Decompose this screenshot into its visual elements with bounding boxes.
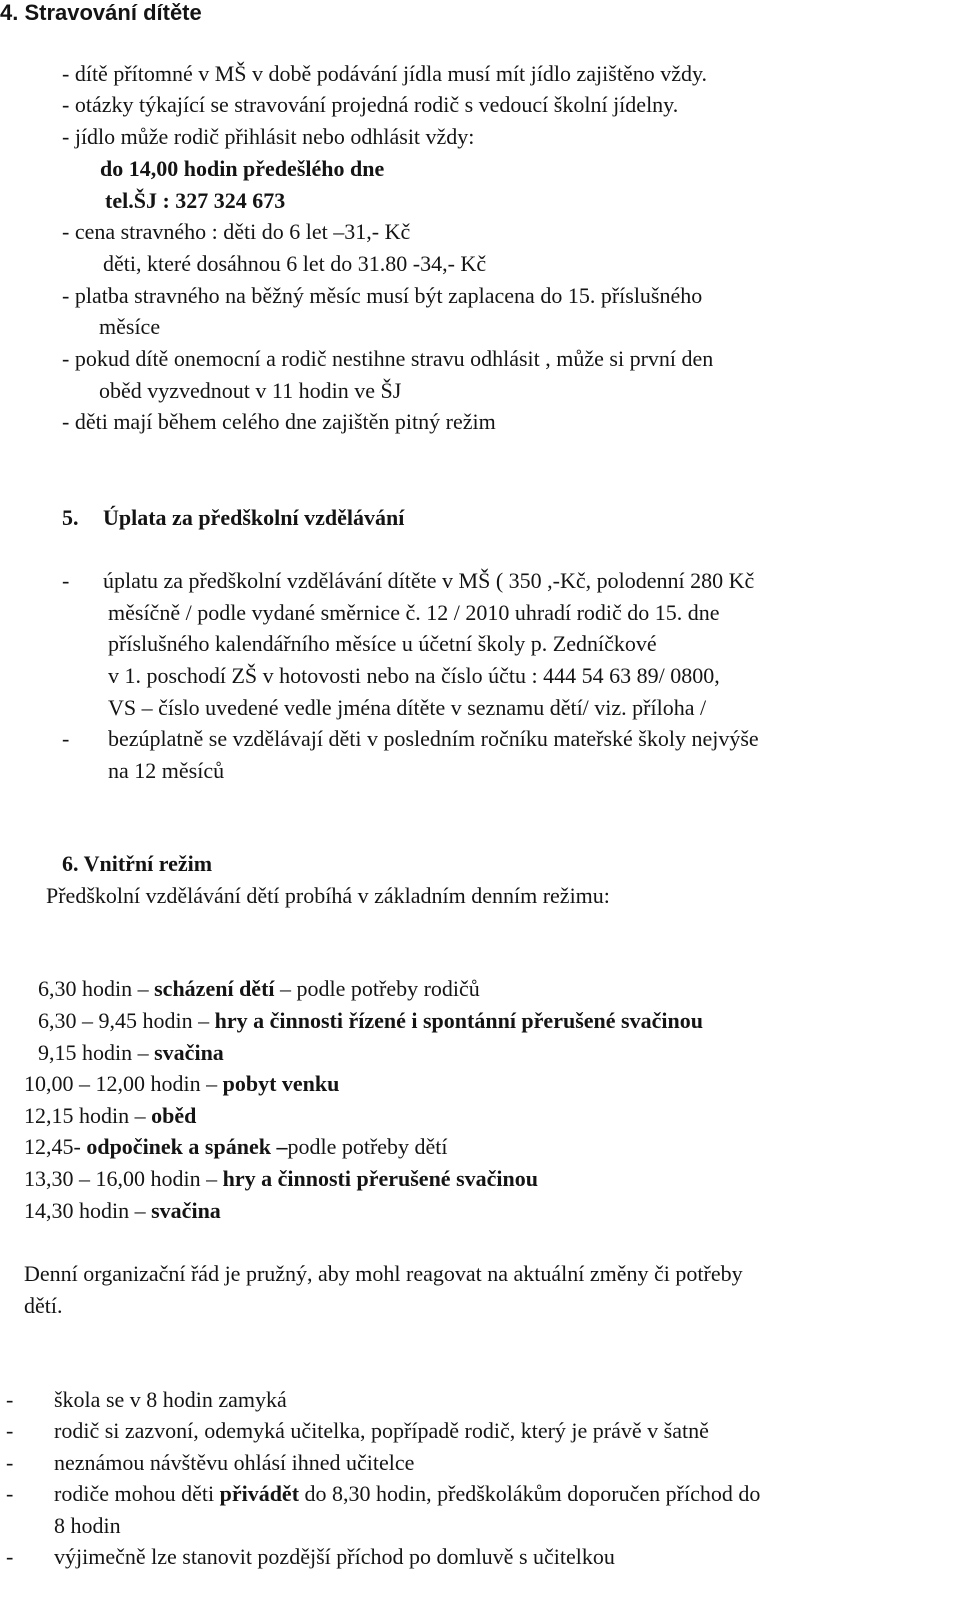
s4-line-12: - děti mají během celého dne zajištěn pitný režim <box>62 409 496 434</box>
s4-phone: tel.ŠJ : 327 324 673 <box>105 188 286 213</box>
s5-title: Úplata za předškolní vzdělávání <box>103 505 405 530</box>
s6-note-line-2: dětí. <box>24 1293 63 1318</box>
s5-dash-1: - <box>62 568 70 593</box>
rule-item: škola se v 8 hodin zamyká <box>54 1387 287 1412</box>
rule-item: 8 hodin <box>54 1513 121 1538</box>
schedule-row <box>24 1198 221 1224</box>
s5-line-3: příslušného kalendářního měsíce u účetní školy p. Zedníčkové <box>108 631 657 656</box>
schedule-time: 13,30 – 16,00 hodin – <box>24 1166 223 1191</box>
schedule-time: 6,30 – 9,45 hodin – <box>38 1008 215 1033</box>
schedule-row <box>24 1103 196 1129</box>
s4-line-7: děti, které dosáhnou 6 let do 31.80 -34,- Kč <box>103 251 487 276</box>
schedule-time: 10,00 – 12,00 hodin – <box>24 1071 223 1096</box>
schedule-activity: scházení dětí <box>154 976 275 1001</box>
rule-item <box>54 1481 760 1507</box>
schedule-row <box>38 1040 224 1066</box>
schedule-activity: pobyt venku <box>222 1071 340 1096</box>
section-4-heading: 4. Stravování dítěte <box>0 0 202 25</box>
s4-line-4: do 14,00 hodin předešlého dne <box>100 156 385 181</box>
s4-line-10: - pokud dítě onemocní a rodič nestihne stravu odhlásit , může si první den <box>62 346 714 371</box>
schedule-time: 9,15 hodin – <box>38 1040 155 1065</box>
s6-note-line-1: Denní organizační řád je pružný, aby mohl reagovat na aktuální změny či potřeby <box>24 1261 743 1286</box>
rule-item: neznámou návštěvu ohlásí ihned učitelce <box>54 1450 415 1475</box>
schedule-row <box>24 1071 339 1097</box>
schedule-time: 12,45- <box>24 1134 87 1159</box>
rule-item-post: do 8,30 hodin, předškolákům doporučen příchod do <box>299 1481 761 1506</box>
schedule-activity: oběd <box>151 1103 197 1128</box>
s5-line-5: VS – číslo uvedené vedle jména dítěte v seznamu dětí/ viz. příloha / <box>108 695 707 720</box>
rule-dash: - <box>6 1481 14 1506</box>
s5-line-7: na 12 měsíců <box>108 758 225 783</box>
schedule-note: podle potřeby dětí <box>287 1134 448 1159</box>
rule-dash: - <box>6 1450 14 1475</box>
schedule-row <box>24 1134 448 1160</box>
s4-line-3: - jídlo může rodič přihlásit nebo odhlásit vždy: <box>62 124 475 149</box>
rule-item: rodič si zazvoní, odemyká učitelka, popřípadě rodič, který je právě v šatně <box>54 1418 709 1443</box>
schedule-note: – podle potřeby rodičů <box>274 976 480 1001</box>
s5-number: 5. <box>62 505 79 530</box>
schedule-row <box>38 1008 703 1034</box>
s4-line-6: - cena stravného : děti do 6 let –31,- Kč <box>62 219 411 244</box>
s4-line-8: - platba stravného na běžný měsíc musí být zaplacena do 15. příslušného <box>62 283 703 308</box>
schedule-time: 6,30 hodin – <box>38 976 155 1001</box>
rule-item-pre: rodiče mohou děti <box>54 1481 220 1506</box>
s5-dash-2: - <box>62 726 70 751</box>
s6-intro: Předškolní vzdělávání dětí probíhá v základním denním režimu: <box>46 883 610 908</box>
rule-dash: - <box>6 1418 14 1443</box>
s5-line-4: v 1. poschodí ZŠ v hotovosti nebo na číslo účtu : 444 54 63 89/ 0800, <box>108 663 720 688</box>
rule-dash: - <box>6 1544 14 1569</box>
schedule-time: 12,15 hodin – <box>24 1103 152 1128</box>
schedule-activity: svačina <box>151 1198 221 1223</box>
s4-line-9: měsíce <box>99 314 161 339</box>
schedule-activity: hry a činnosti přerušené svačinou <box>222 1166 538 1191</box>
schedule-activity: odpočinek a spánek – <box>86 1134 288 1159</box>
schedule-activity: svačina <box>154 1040 224 1065</box>
schedule-row <box>24 1166 538 1192</box>
rule-item-bold: přivádět <box>219 1481 300 1506</box>
schedule-activity: hry a činnosti řízené i spontánní přerušené svačinou <box>214 1008 703 1033</box>
s4-line-11: oběd vyzvednout v 11 hodin ve ŠJ <box>99 378 402 403</box>
s4-line-2: - otázky týkající se stravování projedná rodič s vedoucí školní jídelny. <box>62 92 679 117</box>
s5-line-1: úplatu za předškolní vzdělávání dítěte v MŠ ( 350 ,-Kč, polodenní 280 Kč <box>103 568 755 593</box>
schedule-row <box>38 976 480 1002</box>
schedule-time: 14,30 hodin – <box>24 1198 152 1223</box>
s5-line-2: měsíčně / podle vydané směrnice č. 12 / 2010 uhradí rodič do 15. dne <box>108 600 720 625</box>
s6-heading: 6. Vnitřní režim <box>62 851 213 876</box>
rule-item: výjimečně lze stanovit pozdější příchod po domluvě s učitelkou <box>54 1544 615 1569</box>
rule-dash: - <box>6 1387 14 1412</box>
s5-line-6: bezúplatně se vzdělávají děti v posledním ročníku mateřské školy nejvýše <box>108 726 759 751</box>
s4-line-1: - dítě přítomné v MŠ v době podávání jídla musí mít jídlo zajištěno vždy. <box>62 61 708 86</box>
